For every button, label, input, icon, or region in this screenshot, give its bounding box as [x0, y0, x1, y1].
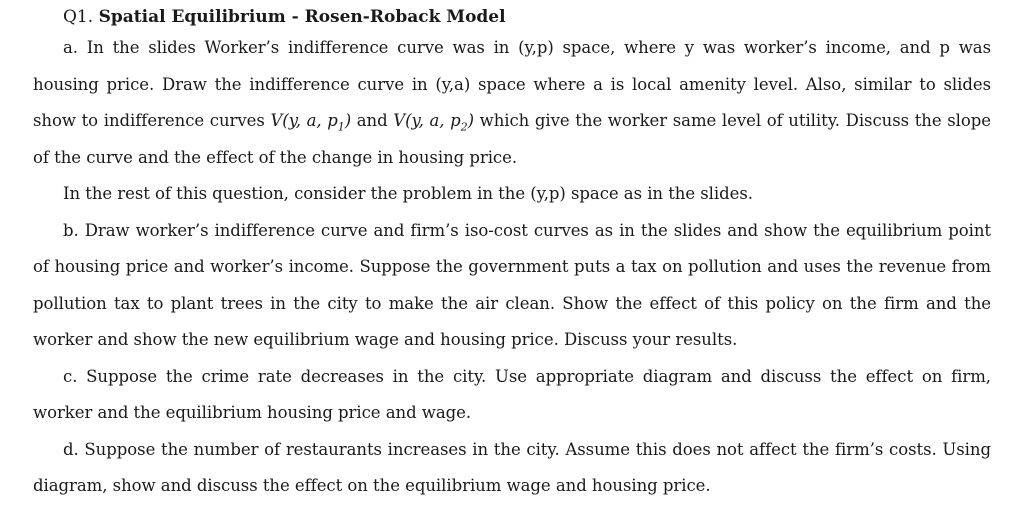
- question-heading: Spatial Equilibrium - Rosen-Roback Model: [98, 7, 506, 27]
- question-title: [63, 4, 991, 30]
- part-a-math-v1: V(y, a, $p_1$): [270, 111, 352, 134]
- part-a-math-v2: V(y, a, $p_2$): [393, 111, 474, 134]
- part-b-paragraph: b. Draw worker’s indifference curve and firm’s iso-cost curves as in the slides and show the equilibrium point of housing price and worker’s income. Suppose the government puts a tax on pollution and uses the revenue from pollution tax to plant trees in the city to make the air clean. Show the effect of this policy on the firm and the worker and show the new equilibrium wage and housing price. Discuss your results.: [33, 220, 991, 349]
- part-c-paragraph: c. Suppose the crime rate decreases in the city. Use appropriate diagram and discuss the effect on firm, worker and the equilibrium housing price and wage.: [33, 366, 991, 422]
- part-d-paragraph: d. Suppose the number of restaurants increases in the city. Assume this does not affect the firm’s costs. Using diagram, show and discuss the effect on the equilibrium wage and housing price.: [33, 439, 991, 495]
- part-a-text-mid: and: [351, 111, 394, 130]
- question-number: Q1.: [63, 7, 94, 27]
- part-a-paragraph: [33, 30, 991, 176]
- transition-note: In the rest of this question, consider the problem in the (y,p) space as in the slides.: [63, 184, 753, 203]
- part-a-text-after: which give the worker same level of utility. Discuss the slope of the curve and the effect of the change in housing price.: [33, 111, 991, 167]
- part-a-text-before: a. In the slides Worker’s indifference curve was in (y,p) space, where y was worker’s income, and p was housing price. Draw the indifference curve in (y,a) space where a is local amenity level. Also, similar to slides show to indifference curves: [33, 38, 991, 130]
